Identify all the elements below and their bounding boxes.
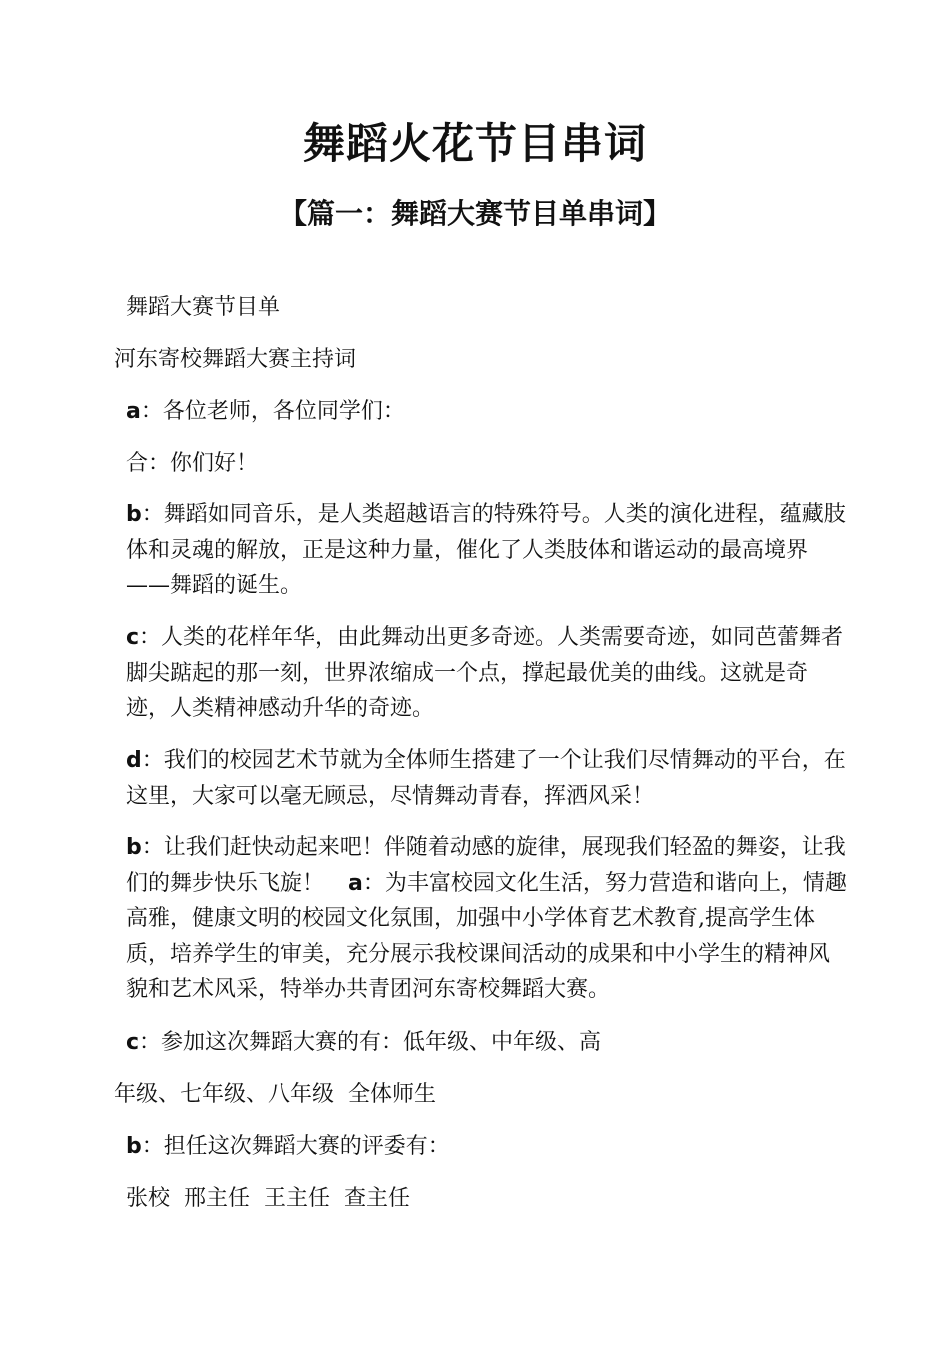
document-title: 舞蹈火花节目串词 xyxy=(302,119,647,168)
paragraph-d1 xyxy=(114,743,848,814)
judge-name: 王主任 xyxy=(264,1186,331,1211)
paragraph-b3 xyxy=(114,1129,848,1165)
speaker-label: b xyxy=(126,835,142,860)
judge-name: 邢主任 xyxy=(184,1186,251,1211)
speaker-label: c xyxy=(126,625,140,650)
paragraph-text: ：人类的花样年华，由此舞动出更多奇迹。人类需要奇迹，如同芭蕾舞者脚尖踮起的那一刻，世界浓缩成一个点，撑起最优美的曲线。这就是奇迹，人类精神感动升华的奇迹。 xyxy=(126,625,844,721)
paragraph-a1 xyxy=(114,394,848,430)
section-heading: 舞蹈大赛节目单 xyxy=(126,295,281,320)
judge-name: 查主任 xyxy=(344,1186,411,1211)
judge-name: 张校 xyxy=(126,1186,171,1211)
paragraph-c2 xyxy=(114,1025,848,1061)
paragraph-text: ：为丰富校园文化生活，努力营造和谐向上，情趣高雅，健康文明的校园文化氛围，加强中小学体育艺术教育,提高学生体质，培养学生的审美，充分展示我校课间活动的成果和中小学生的精神风貌和艺术风采，特举办共青团河东寄校舞蹈大赛。 xyxy=(126,870,847,1002)
paragraph-text: ：我们的校园艺术节就为全体师生搭建了一个让我们尽情舞动的平台，在这里，大家可以毫无顾忌，尽情舞动青春，挥洒风采！ xyxy=(126,748,846,809)
paragraph-text: ：担任这次舞蹈大赛的评委有： xyxy=(141,1134,450,1159)
document-subtitle: 【篇一：舞蹈大赛节目单串词】 xyxy=(278,197,671,230)
paragraph-text: ：参加这次舞蹈大赛的有：低年级、中年级、高 xyxy=(139,1030,602,1055)
paragraph-b1 xyxy=(114,497,848,604)
speaker-label: c xyxy=(126,1030,140,1055)
paragraph-b2 xyxy=(114,830,848,1008)
paragraph-text: ：让我们赶快动起来吧！伴随着动感的旋律，展现我们轻盈的舞姿，让我们的舞步快乐飞旋！ xyxy=(126,835,846,896)
speaker-label: a xyxy=(126,399,141,424)
paragraph-text: ：舞蹈如同音乐，是人类超越语言的特殊符号。人类的演化进程，蕴藏肢体和灵魂的解放，正是这种力量，催化了人类肢体和谐运动的最高境界——舞蹈的诞生。 xyxy=(126,502,846,598)
paragraph-text: ：各位老师，各位同学们： xyxy=(140,399,405,424)
speaker-label: b xyxy=(126,1134,142,1159)
judges-list xyxy=(114,1181,848,1217)
paragraph-c2-continued: 年级、七年级、八年级 全体师生 xyxy=(114,1082,436,1107)
host-script-heading: 河东寄校舞蹈大赛主持词 xyxy=(114,347,357,372)
paragraph-he: 合：你们好！ xyxy=(126,451,259,476)
paragraph-c1 xyxy=(114,620,848,727)
speaker-label: d xyxy=(126,748,142,773)
speaker-label: b xyxy=(126,502,142,527)
speaker-label: a xyxy=(348,870,363,896)
